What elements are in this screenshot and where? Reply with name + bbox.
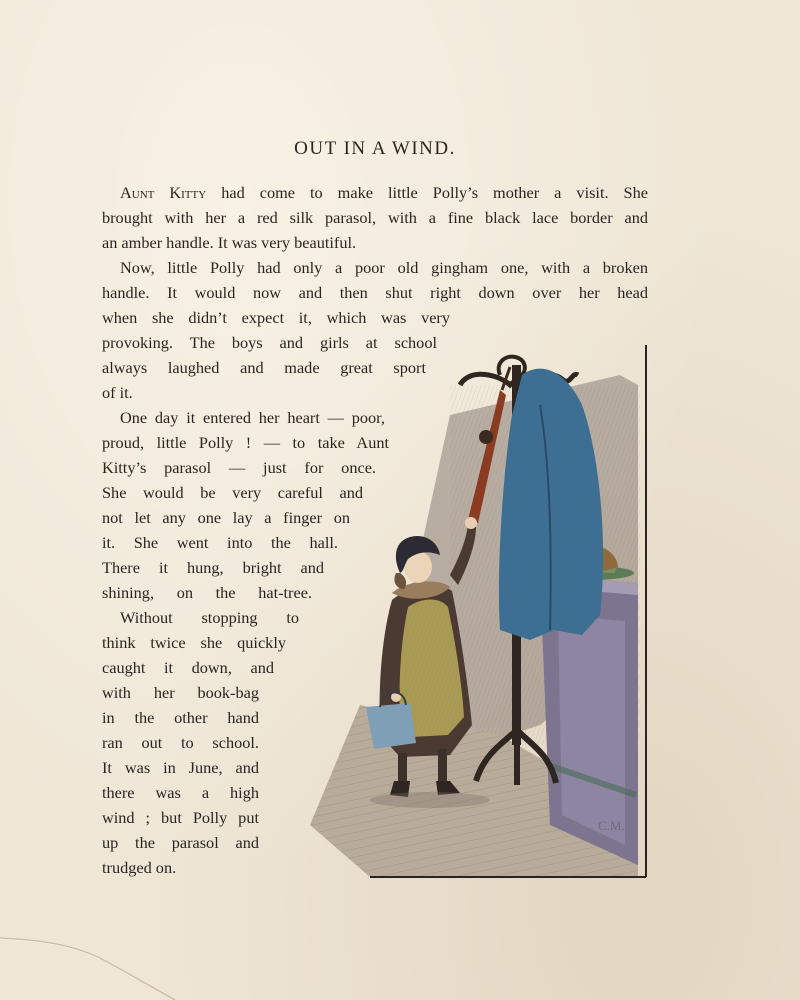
text-line: handle. It would now and then shut right down over her head [102,283,648,302]
artist-signature: C.M. [598,818,625,833]
text-line: There it hung, bright and [102,558,324,577]
text-line: with her book-bag [102,683,259,702]
text-line: of it. [102,383,133,402]
text-line: up the parasol and [102,833,259,852]
illustration-girl-hat-tree [300,345,650,880]
text-line: ran out to school. [102,733,259,752]
text-line: Without stopping to [120,608,299,627]
text-line: in the other hand [102,708,259,727]
text-line: always laughed and made great sport [102,358,426,377]
text-span: had come to make little Polly’s mother a visit. She [221,183,648,202]
text-line: not let any one lay a finger on [102,508,350,527]
text-line: there was a high [102,783,259,802]
text-line: when she didn’t expect it, which was very [102,308,450,327]
text-line: it. She went into the hall. [102,533,338,552]
text-line: proud, little Polly ! — to take Aunt [102,433,389,452]
text-line: trudged on. [102,858,177,877]
text-line: wind ; but Polly put [102,808,259,827]
text-line: brought with her a red silk parasol, with a fine black lace border and [102,208,648,227]
text-line: shining, on the hat-tree. [102,583,312,602]
book-bag-icon [366,703,416,749]
paper-crease [0,930,190,1000]
text-line: think twice she quickly [102,633,286,652]
text-line: Now, little Polly had only a poor old gingham one, with a broken [120,258,648,277]
page-title: OUT IN A WIND. [294,138,456,159]
text-line: an amber handle. It was very beautiful. [102,233,357,252]
small-caps-name: Aunt Kitty [120,183,207,202]
text-line: One day it entered her heart — poor, [120,408,385,427]
text-line: It was in June, and [102,758,259,777]
text-line [102,181,648,205]
text-line: provoking. The boys and girls at school [102,333,437,352]
text-line: She would be very careful and [102,483,363,502]
text-line: Kitty’s parasol — just for once. [102,458,376,477]
text-line: caught it down, and [102,658,274,677]
